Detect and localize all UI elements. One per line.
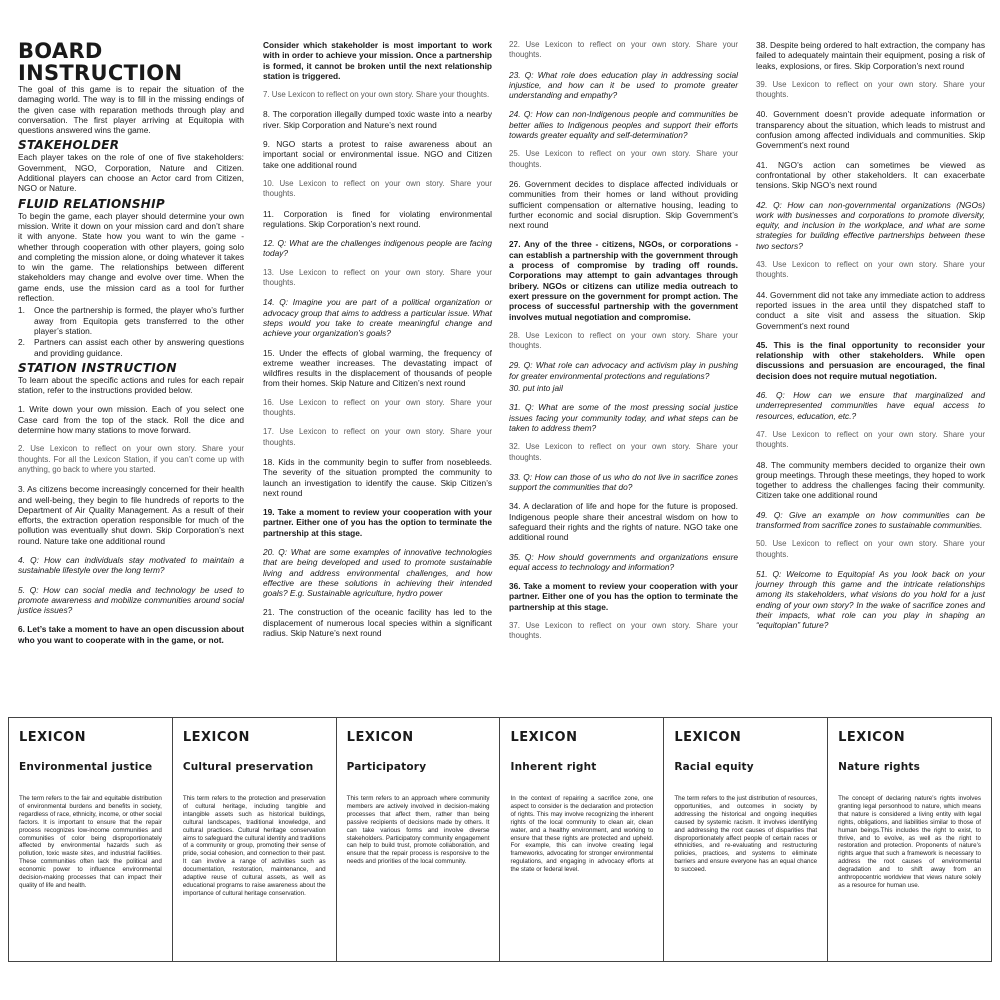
lexicon-definition: The term refers to the just distribution of resources, opportunities, and outcomes in society by addressing the historical and ongoing inequities caused by systemic racism. It involves identifying and addressing the root causes of disparities that disproportionately affect people of certain races or ethnicities, and re-evaluating and restructuring policies, practices, and systems to eliminate barriers and ensure everyone has an equal chance to succeed.	[674, 795, 818, 874]
lexicon-heading: LEXICON	[838, 730, 906, 745]
fluid-relationship-text: To begin the game, each player should determine your own mission. Write it down on your mission card and don’t share it with anyone. State how you want to win the game - whether through cooperation with other players, going solo and completing the mission alone, or doing whatever it takes to win the game. The relationships between different stakeholders may change and evolve over time. When the game ends, use the mission card as a tool for further reflection.	[18, 210, 244, 304]
station-item: 25. Use Lexicon to reflect on your own story. Share your thoughts.	[509, 149, 738, 169]
station-item: 35. Q: How should governments and organizations ensure equal access to technology and information?	[509, 551, 738, 572]
station-list-4	[756, 40, 985, 631]
lexicon-definition: This term refers to an approach where community members are actively involved in decision-making processes that affect them, rather than being passive recipients of decisions made by others. It can take various forms and involve diverse stakeholders. Participatory community engagement can help to build trust, promote collaboration, and ensure that the repair process is responsive to the needs and priorities of the local community.	[346, 795, 490, 866]
lexicon-definition: The concept of declaring nature’s rights involves granting legal personhood to nature, which means that nature is considered a living entity with legal rights, obligations, and liabilities similar to those of human beings.This includes the right to exist, to thrive, and to evolve, as well as the right to restoration and protection. Proponents of nature’s rights argue that such a framework is necessary to address the root causes of environmental degradation and to shift away from an anthropocentric worldview that views nature solely as a resource for human use.	[838, 795, 981, 889]
station-item: 41. NGO’s action can sometimes be viewed as confrontational by other stakeholders. It can exacerbate tensions. Skip NGO’s next round	[756, 159, 985, 191]
lexicon-heading: LEXICON	[674, 730, 742, 745]
station-item: 21. The construction of the oceanic facility has led to the displacement of numerous local species within a significant radius. Skip Nature’s next round	[263, 607, 492, 639]
station-item: 46. Q: How can we ensure that marginalized and underrepresented communities have equal access to resources, education, etc.?	[756, 390, 985, 421]
lexicon-term: Participatory	[346, 761, 427, 773]
station-list-2	[263, 40, 492, 638]
station-item: 51. Q: Welcome to Equitopia! As you look back on your journey through this game and the intricate relationships among its stakeholders, what visions do you hold for a just ending of your own story? In the wake of sacrifice zones and their impacts, what role can you play in shaping an “equitopian” future?	[756, 568, 985, 631]
lexicon-card	[828, 718, 991, 961]
station-item: 24. Q: How can non-Indigenous people and communities be better allies to Indigenous peoples and support their efforts towards greater equality and self-determination?	[509, 109, 738, 141]
station-item: 12. Q: What are the challenges indigenous people are facing today?	[263, 238, 492, 259]
fluid-steps-list	[18, 305, 244, 357]
lexicon-definition: The term refers to the fair and equitable distribution of environmental burdens and benefits in society, regardless of race, ethnicity, income, or other social factors. It is important to ensure that the repair process recognizes low-income communities and communities of color being disproportionately affected by environmental hazards such as pollution, toxic waste sites, and industrial facilities. These communities often lack the political and economic power to influence environmental decision-making processes that can impact their quality of life and health.	[19, 795, 162, 889]
station-item: 17. Use Lexicon to reflect on your own story. Share your thoughts.	[263, 427, 492, 447]
lexicon-card	[337, 718, 501, 961]
station-item: 23. Q: What role does education play in addressing social injustice, and how can it be used to promote greater understanding and empathy?	[509, 69, 738, 101]
station-item: 1. Write down your own mission. Each of you select one Case card from the top of the stack. Roll the dice and determine how many stations to move forward.	[18, 404, 244, 436]
station-item: 32. Use Lexicon to reflect on your own story. Share your thoughts.	[509, 442, 738, 462]
lexicon-card	[664, 718, 828, 961]
column-3	[509, 40, 738, 651]
list-item: 1. Once the partnership is formed, the player who’s further away from Equitopia gets transferred to the other player’s station.	[18, 305, 244, 336]
station-item: 30. put into jail	[509, 383, 563, 394]
station-item: 31. Q: What are some of the most pressing social justice issues facing your community today, and what steps can be taken to address them?	[509, 402, 738, 433]
lexicon-definition: In the context of repairing a sacrifice zone, one aspect to consider is the declaration and protection of rights. This may involve recognizing the inherent rights of the local community to clean air, clean water, and a healthy environment, and working to ensure that these rights are protected and upheld. For example, this can involve creating legal frameworks, advocating for stronger environmental regulations, and engaging in advocacy efforts at the state or federal level.	[510, 795, 654, 874]
station-item: 39. Use Lexicon to reflect on your own story. Share your thoughts.	[756, 79, 985, 100]
station-item: 4. Q: How can individuals stay motivated to maintain a sustainable lifestyle over the long term?	[18, 554, 244, 576]
lexicon-term: Cultural preservation	[182, 761, 314, 773]
lexicon-card	[9, 718, 173, 961]
lexicon-card	[500, 718, 664, 961]
station-item: 44. Government did not take any immediate action to address reported issues in the area until they dispatched staff to conduct a site visit and assess the situation. Skip Government’s next round	[756, 289, 985, 331]
station-item: 7. Use Lexicon to reflect on your own story. Share your thoughts.	[263, 90, 490, 100]
station-item: 38. Despite being ordered to halt extraction, the company has failed to adequately maintain their equipment, posing a risk of leaks, explosions, or fires. Skip Corporation’s next round	[756, 40, 985, 71]
station-item: 14. Q: Imagine you are part of a political organization or advocacy group that aims to address a particular issue. What steps would you take to create meaningful change and achieve your organization’s goals?	[263, 297, 492, 339]
station-item: 15. Under the effects of global warming, the frequency of extreme weather increases. The devastating impact of wildfires results in the displacement of thousands of people from their homes. Skip Nature and Citizen’s next round	[263, 347, 492, 389]
station-item: 3. As citizens become increasingly concerned for their health and well-being, they begin to file hundreds of reports to the Department of Air Quality Management. As a result of their efforts, the extraction operation responsible for much of the pollution was eventually shut down. Skip Corporation’s next round. Nature take one additional round	[18, 484, 244, 546]
station-instruction-heading: STATION INSTRUCTION	[18, 360, 177, 375]
station-item: 27. Any of the three - citizens, NGOs, or corporations - can establish a partnership with the government through a process of compromise by trading off rounds. Corporations may attempt to gain advantages through bribery. NGOs or citizens can utilize media outreach to exert pressure on the government for prompt action. The process of successful partnership with the government involves mutual negotiation and compromise.	[509, 239, 738, 322]
station-item: 50. Use Lexicon to reflect on your own story. Share your thoughts.	[756, 539, 985, 559]
station-item: 16. Use Lexicon to reflect on your own story. Share your thoughts.	[263, 397, 492, 418]
lexicon-definition: This term refers to the protection and preservation of cultural heritage, including tangible and intangible assets such as historical buildings, cultural landscapes, traditional knowledge, and cultural practices. Cultural heritage conservation aims to safeguard the cultural identity and traditions of a community or group, promoting their sense of pride, social cohesion, and connection to their past. It can involve a range of activities such as documentation, restoration, maintenance, and adaptive reuse of cultural assets, as well as educational programs to raise awareness about the importance of cultural heritage conservation.	[182, 795, 326, 897]
station-item: 9. NGO starts a protest to raise awareness about an important social or environmental issue. NGO and Citizen take one additional round	[263, 139, 492, 170]
lexicon-term: Racial equity	[674, 761, 754, 773]
station-item: 13. Use Lexicon to reflect on your own story. Share your thoughts.	[263, 267, 492, 288]
stakeholder-text: Each player takes on the role of one of five stakeholders: Government, NGO, Corporation, Nature and Citizen. Additional players can choose an Actor card from Citizen, NGO or Nature.	[18, 152, 244, 194]
station-list-1	[18, 404, 244, 645]
station-item: 40. Government doesn’t provide adequate information or transparency about the situation, which leads to mistrust and confusion among affected individuals and communities. Skip Government’s next round	[756, 109, 985, 151]
station-item: 28. Use Lexicon to reflect on your own story. Share your thoughts.	[509, 330, 738, 351]
station-item: 8. The corporation illegally dumped toxic waste into a nearby river. Skip Corporation and Nature’s next round	[263, 109, 492, 130]
lexicon-term: Environmental justice	[19, 761, 153, 773]
station-instruction-text: To learn about the specific actions and rules for each repair station, refer to the instructions provided below.	[18, 374, 244, 396]
lexicon-heading: LEXICON	[510, 730, 578, 745]
lexicon-term: Nature rights	[838, 761, 921, 773]
column-2	[263, 40, 492, 647]
stakeholder-heading: STAKEHOLDER	[18, 138, 120, 153]
lexicon-heading: LEXICON	[19, 730, 86, 745]
station-item: 2. Use Lexicon to reflect on your own story. Share your thoughts. For all the Lexicon Station, if you can’t come up with anything, go back to where you started.	[18, 444, 244, 474]
station-item: 49. Q: Give an example on how communities can be transformed from sacrifice zones to sustainable communities.	[756, 509, 985, 530]
station-item: 47. Use Lexicon to reflect on your own story. Share your thoughts.	[756, 429, 985, 450]
fluid-relationship-heading: FLUID RELATIONSHIP	[18, 196, 165, 211]
station-list-3	[509, 40, 738, 642]
station-item: 5. Q: How can social media and technology be used to promote awareness and mobilize communities around social justice issues?	[18, 584, 244, 616]
lexicon-strip	[8, 717, 992, 962]
station-item: 33. Q: How can those of us who do not live in sacrifice zones support the communities that do?	[509, 471, 738, 493]
station-item: 18. Kids in the community begin to suffer from nosebleeds. The severity of the situation prompted the community to launch an investigation to identify the cause. Skip Citizen’s next round	[263, 456, 492, 498]
station-item: Consider which stakeholder is most important to work with in order to achieve your mission. Once a partnership is formed, it cannot be broken until the next relationship station is triggered.	[263, 40, 492, 81]
station-item: 29. Q: What role can advocacy and activism play in pushing for greater environmental protections and regulations?	[509, 360, 738, 381]
station-item: 43. Use Lexicon to reflect on your own story. Share your thoughts.	[756, 260, 985, 280]
station-item: 34. A declaration of life and hope for the future is proposed. Indigenous people share their ancestral wisdom on how to safeguard their rights and the rights of nature. NGO take one additional round	[509, 501, 738, 543]
station-item: 36. Take a moment to review your cooperation with your partner. Either one of you has the option to terminate the partnership at this stage.	[509, 581, 738, 612]
lexicon-heading: LEXICON	[182, 730, 250, 745]
lexicon-heading: LEXICON	[346, 730, 414, 745]
station-item: 42. Q: How can non-governmental organizations (NGOs) work with businesses and corporations to promote diversity, equity, and inclusion in the workplace, and what are some strategies for building effective partnerships between these two sectors?	[756, 199, 985, 251]
station-item: 10. Use Lexicon to reflect on your own story. Share your thoughts.	[263, 178, 492, 199]
lexicon-term: Inherent right	[510, 761, 597, 773]
station-item: 26. Government decides to displace affected individuals or communities from their homes or land without providing sufficient compensation or alternative housing, leading to further economic and social disruption. Skip Government’s next round	[509, 178, 738, 231]
column-1	[18, 40, 244, 654]
lexicon-card	[173, 718, 337, 961]
list-item: 2. Partners can assist each other by answering questions and providing guidance.	[18, 337, 244, 358]
station-item: 22. Use Lexicon to reflect on your own story. Share your thoughts.	[509, 40, 738, 60]
page-title: BOARD INSTRUCTION	[18, 39, 183, 85]
station-item: 45. This is the final opportunity to reconsider your relationship with other stakeholders. While open discussions and persuasion are encouraged, the final decision does not require mutual negotiation.	[756, 339, 985, 381]
station-item: 20. Q: What are some examples of innovative technologies that are being developed and used to promote sustainable living and address environmental challenges, and how effective are these solutions in achieving their intended goals? E.g. Sustainable agriculture, hydro power	[263, 546, 492, 599]
station-item: 19. Take a moment to review your cooperation with your partner. Either one of you has the option to terminate the partnership at this stage.	[263, 507, 492, 538]
station-item: 6. Let’s take a moment to have an open discussion about who you want to cooperate with in the game, or not.	[18, 624, 244, 645]
intro-text: The goal of this game is to repair the situation of the damaging world. The way is to fill in the missing endings of the given case with reparation methods through play and conversation. The first player arriving at Equitopia with questions answered wins the game.	[18, 84, 244, 136]
station-item: 37. Use Lexicon to reflect on your own story. Share your thoughts.	[509, 621, 738, 641]
station-item: 48. The community members decided to organize their own group meetings. Through these meetings, they hoped to work together to address the challenges facing their community. Citizen take one additional round	[756, 459, 985, 501]
station-item: 11. Corporation is fined for violating environmental regulations. Skip Corporation’s next round.	[263, 208, 492, 229]
column-4	[756, 40, 985, 640]
